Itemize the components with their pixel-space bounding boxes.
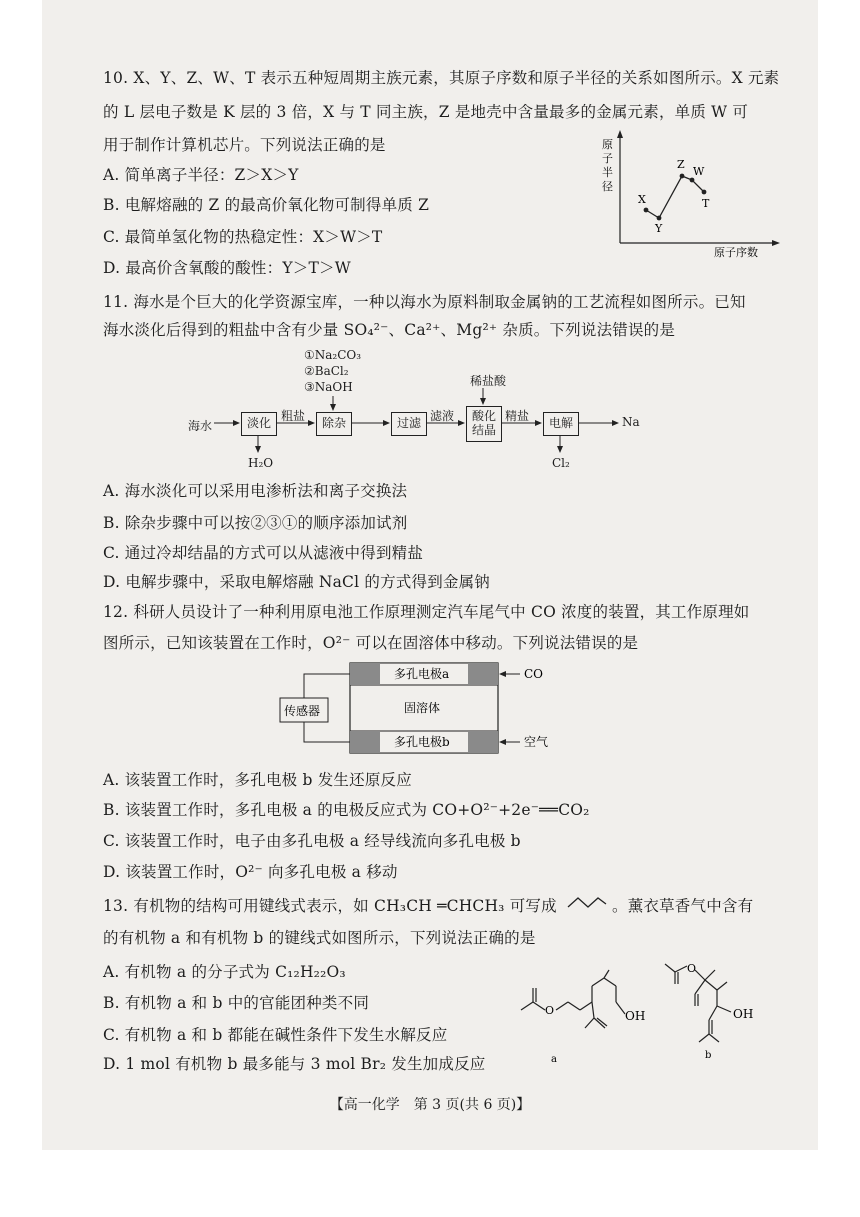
q10-option-b: B. 电解熔融的 Z 的最高价氧化物可制得单质 Z bbox=[103, 196, 430, 214]
q13-example-skeletal bbox=[566, 893, 610, 913]
flow-crude-salt: 粗盐 bbox=[281, 409, 306, 423]
structure-b-label: b bbox=[705, 1050, 712, 1061]
q13-stem-line1b: 。薰衣草香气中含有 bbox=[612, 897, 754, 915]
structure-a bbox=[515, 960, 655, 1068]
flow-filtrate: 滤液 bbox=[430, 409, 455, 423]
q13-stem-line1a: 13. 有机物的结构可用键线式表示，如 CH₃CH ═CHCH₃ 可写成 bbox=[103, 897, 557, 915]
q12-device-diagram bbox=[270, 658, 590, 766]
q10-stem-line2: 的 L 层电子数是 K 层的 3 倍，X 与 T 同主族，Z 是地壳中含量最多的金属元素，单质 W 可 bbox=[103, 103, 749, 121]
q11-option-b: B. 除杂步骤中可以按②③①的顺序添加试剂 bbox=[103, 514, 408, 532]
q12-option-d: D. 该装置工作时，O²⁻ 向多孔电极 a 移动 bbox=[103, 863, 398, 881]
q13-option-d: D. 1 mol 有机物 b 最多能与 3 mol Br₂ 发生加成反应 bbox=[103, 1055, 486, 1073]
q12-stem-line2: 图所示，已知该装置在工作时，O²⁻ 可以在固溶体中移动。下列说法错误的是 bbox=[103, 634, 639, 652]
q11-option-a: A. 海水淡化可以采用电渗析法和离子交换法 bbox=[103, 482, 408, 500]
device-electrode-a: 多孔电极a bbox=[394, 667, 450, 681]
q10-option-a: A. 简单离子半径：Z＞X＞Y bbox=[103, 166, 299, 184]
q13-option-a: A. 有机物 a 的分子式为 C₁₂H₂₂O₃ bbox=[103, 963, 346, 981]
structure-b-oxygen: O bbox=[687, 962, 697, 975]
device-solid-solution: 固溶体 bbox=[404, 701, 441, 715]
flow-desalination: 淡化 bbox=[241, 412, 277, 436]
flow-crystallize-label: 结晶 bbox=[471, 423, 496, 437]
q10-option-d: D. 最高价含氧酸的酸性：Y＞T＞W bbox=[103, 259, 351, 277]
q11-stem-line2: 海水淡化后得到的粗盐中含有少量 SO₄²⁻、Ca²⁺、Mg²⁺ 杂质。下列说法错误的是 bbox=[103, 321, 676, 339]
device-electrode-b: 多孔电极b bbox=[394, 735, 450, 749]
graph-ylabel-2: 子 bbox=[602, 152, 613, 165]
label-w: W bbox=[693, 165, 705, 178]
label-t: T bbox=[702, 197, 710, 210]
graph-ylabel-4: 径 bbox=[602, 180, 613, 193]
label-x: X bbox=[638, 193, 646, 206]
q10-option-c: C. 最简单氢化物的热稳定性：X＞W＞T bbox=[103, 228, 383, 246]
reagent-3: ③NaOH bbox=[304, 380, 353, 394]
flow-sodium: Na bbox=[622, 415, 640, 429]
q12-option-b: B. 该装置工作时，多孔电极 a 的电极反应式为 CO+O²⁻+2e⁻══CO₂ bbox=[103, 801, 590, 819]
device-air-input: 空气 bbox=[524, 735, 549, 749]
q10-stem-line3: 用于制作计算机芯片。下列说法正确的是 bbox=[103, 136, 386, 154]
q12-option-c: C. 该装置工作时，电子由多孔电极 a 经导线流向多孔电极 b bbox=[103, 832, 521, 850]
q12-option-a: A. 该装置工作时，多孔电极 b 发生还原反应 bbox=[103, 771, 412, 789]
flow-fine-salt: 精盐 bbox=[505, 409, 530, 423]
q11-stem-line1: 11. 海水是个巨大的化学资源宝库，一种以海水为原料制取金属钠的工艺流程如图所示。已知 bbox=[103, 293, 746, 311]
structure-b-oh: OH bbox=[733, 1007, 754, 1021]
label-z: Z bbox=[677, 158, 685, 171]
flow-water: H₂O bbox=[248, 456, 274, 470]
graph-xlabel: 原子序数 bbox=[714, 246, 758, 259]
q13-option-c: C. 有机物 a 和 b 都能在碱性条件下发生水解反应 bbox=[103, 1026, 448, 1044]
q12-stem-line1: 12. 科研人员设计了一种利用原电池工作原理测定汽车尾气中 CO 浓度的装置，其工作原理如 bbox=[103, 603, 750, 621]
structure-b bbox=[655, 950, 765, 1062]
device-co-input: CO bbox=[524, 667, 544, 681]
structure-a-oxygen: O bbox=[545, 1004, 555, 1017]
reagent-acid: 稀盐酸 bbox=[470, 374, 507, 388]
structure-a-oh: OH bbox=[625, 1009, 646, 1023]
flow-arrows bbox=[0, 0, 860, 480]
page-footer: 【高一化学 第 3 页(共 6 页)】 bbox=[329, 1097, 531, 1113]
flow-electrolysis: 电解 bbox=[543, 412, 579, 436]
q13-stem-line2: 的有机物 a 和有机物 b 的键线式如图所示，下列说法正确的是 bbox=[103, 929, 536, 947]
flow-acidify-label: 酸化 bbox=[471, 409, 496, 424]
device-sensor: 传感器 bbox=[284, 704, 321, 718]
flow-chlorine: Cl₂ bbox=[552, 456, 570, 470]
q10-stem-line1: 10. X、Y、Z、W、T 表示五种短周期主族元素，其原子序数和原子半径的关系如图所示。X 元素 bbox=[103, 69, 780, 87]
reagent-2: ②BaCl₂ bbox=[304, 364, 349, 378]
reagent-1: ①Na₂CO₃ bbox=[304, 348, 362, 362]
q13-option-b: B. 有机物 a 和 b 中的官能团种类不同 bbox=[103, 994, 370, 1012]
graph-ylabel-1: 原 bbox=[602, 138, 613, 151]
flow-purify: 除杂 bbox=[316, 412, 352, 436]
flow-seawater: 海水 bbox=[188, 419, 213, 433]
structure-a-label: a bbox=[551, 1054, 557, 1065]
graph-ylabel-3: 半 bbox=[602, 166, 613, 179]
q11-option-c: C. 通过冷却结晶的方式可以从滤液中得到精盐 bbox=[103, 544, 424, 562]
label-y: Y bbox=[655, 222, 663, 235]
flow-filter: 过滤 bbox=[391, 412, 427, 436]
q11-option-d: D. 电解步骤中，采取电解熔融 NaCl 的方式得到金属钠 bbox=[103, 573, 491, 591]
